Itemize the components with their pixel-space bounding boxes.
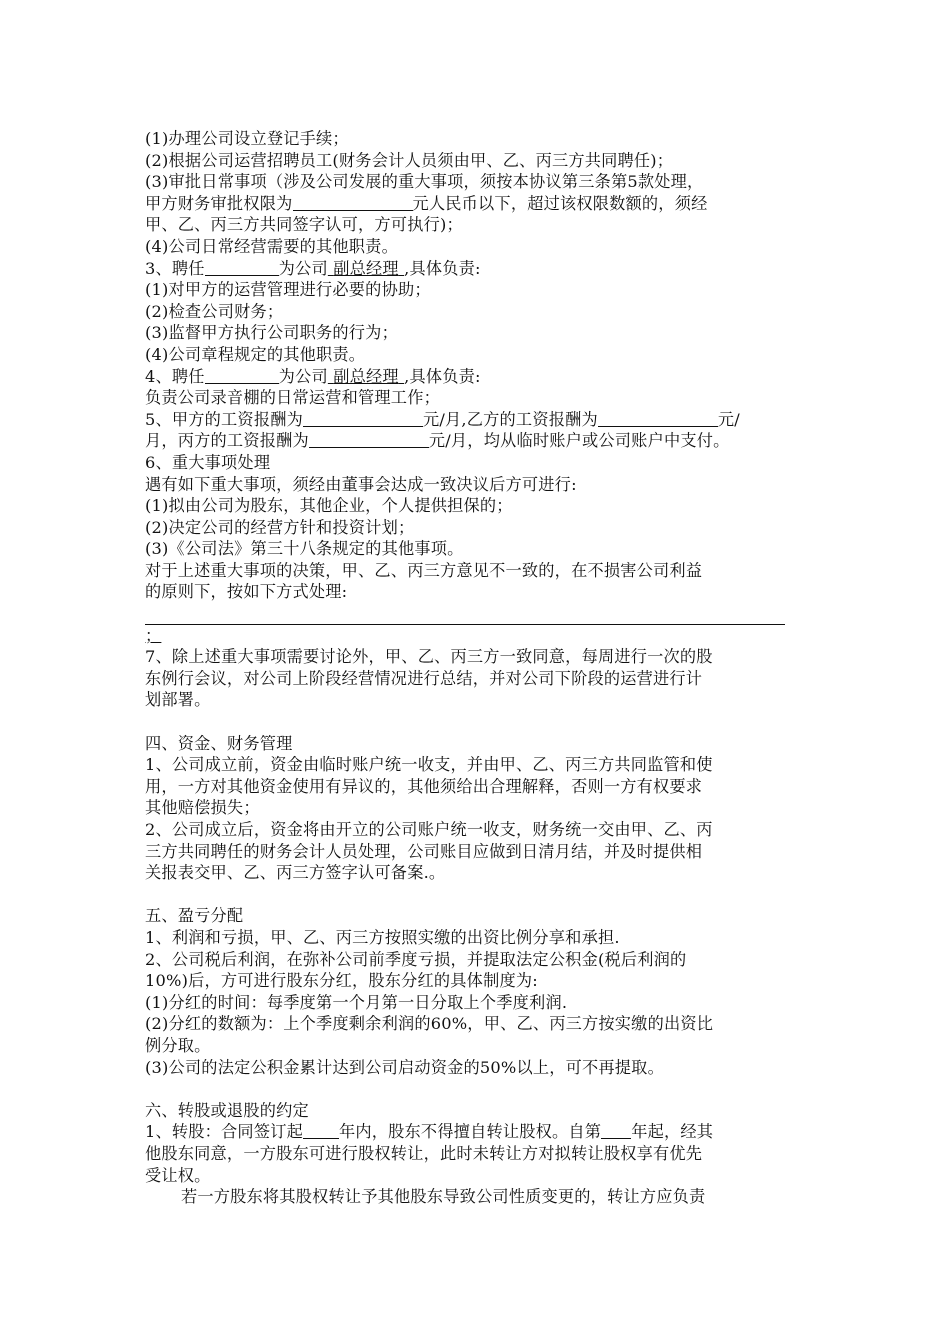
text-line: (2)检查公司财务；	[145, 301, 284, 321]
position-title-text: 副总经理	[333, 366, 399, 386]
text-fragment: 4、聘任	[145, 366, 205, 386]
blank-field	[303, 1122, 339, 1139]
text-line: 2、公司税后利润，在弥补公司前季度亏损，并提取法定公积金(税后利润的	[145, 949, 687, 969]
spacer	[145, 1078, 805, 1100]
text-line: 的原则下，按如下方式处理:	[145, 582, 348, 602]
text-fragment: 为公司	[278, 366, 328, 386]
text-fragment: 年内，股东不得擅自转让股权。自第	[339, 1122, 602, 1142]
section-heading: 五、盈亏分配	[145, 906, 244, 926]
text-line: (2)分红的数额为：上个季度剩余利润的60%，甲、乙、丙三方按实缴的出资比	[145, 1014, 714, 1034]
text-fragment: ；	[145, 625, 162, 645]
text-line: (3)公司的法定公积金累计达到公司启动资金的50%以上，可不再提取。	[145, 1057, 664, 1077]
text-line: (1)对甲方的运营管理进行必要的协助；	[145, 280, 431, 300]
spacer	[145, 884, 805, 906]
text-line: (3)《公司法》第三十八条规定的其他事项。	[145, 539, 464, 559]
text-line: (1)拟由公司为股东，其他企业，个人提供担保的；	[145, 496, 513, 516]
text-line	[145, 625, 805, 647]
text-line: 划部署。	[145, 690, 211, 710]
text-fragment: 年起，经其	[631, 1122, 714, 1142]
text-fragment: 月，丙方的工资报酬为	[145, 431, 309, 451]
text-line: 2、公司成立后，资金将由开立的公司账户统一收支，财务统一交由甲、乙、丙	[145, 820, 713, 839]
text-fragment: 元人民币以下，超过该权限数额的，须经	[412, 193, 708, 213]
text-line: (3)审批日常事项（涉及公司发展的重大事项，须按本协议第三条第5款处理，	[145, 172, 704, 192]
text-line: 受让权。	[145, 1165, 211, 1185]
text-fragment: 为公司	[278, 258, 328, 278]
spacer	[145, 711, 805, 733]
text-line: (4)公司章程规定的其他职责。	[145, 344, 366, 364]
text-line	[145, 409, 805, 431]
text-line: 关报表交甲、乙、丙三方签字认可备案.。	[145, 863, 446, 883]
text-line: 其他赔偿损失；	[145, 798, 260, 818]
text-line: (3)监督甲方执行公司职务的行为；	[145, 323, 398, 343]
text-line: 遇有如下重大事项，须经由董事会达成一致决议后方可进行:	[145, 474, 577, 494]
text-line: (2)根据公司运营招聘员工(财务会计人员须由甲、乙、丙三方共同聘任)；	[145, 150, 674, 170]
blank-field	[293, 194, 413, 211]
text-line	[145, 366, 805, 388]
text-line: (1)分红的时间：每季度第一个月第一日分取上个季度利润.	[145, 992, 568, 1012]
text-fragment: ,具体负责:	[404, 366, 481, 386]
text-line: 负责公司录音棚的日常运营和管理工作；	[145, 388, 440, 408]
text-line: 6、重大事项处理	[145, 452, 271, 472]
blank-field	[309, 431, 429, 448]
text-line: 若一方股东将其股权转让予其他股东导致公司性质变更的，转让方应负责	[181, 1187, 706, 1207]
text-line: 10%)后，方可进行股东分红，股东分红的具体制度为:	[145, 971, 538, 991]
blank-field	[598, 410, 718, 427]
text-line: 对于上述重大事项的决策，甲、乙、丙三方意见不一致的，在不损害公司利益	[145, 560, 703, 580]
text-line: (2)决定公司的经营方针和投资计划；	[145, 517, 415, 537]
blank-field	[303, 410, 423, 427]
section-heading: 四、资金、财务管理	[145, 733, 293, 753]
text-line: 1、公司成立前，资金由临时账户统一收支，并由甲、乙、丙三方共同监管和使	[145, 755, 713, 775]
text-line: 甲、乙、丙三方共同签字认可，方可执行)；	[145, 215, 463, 235]
text-line: 7、除上述重大事项需要讨论外，甲、乙、丙三方一致同意，每周进行一次的股	[145, 647, 713, 667]
document-body	[145, 128, 805, 1208]
text-fragment: 元/月,乙方的工资报酬为	[423, 409, 598, 429]
text-fragment: 1、转股：合同签订起	[145, 1122, 303, 1142]
text-line	[145, 258, 805, 280]
text-line: 例分取。	[145, 1035, 211, 1055]
text-fragment: 元/月，均从临时账户或公司账户中支付。	[428, 431, 730, 451]
text-line: 用，一方对其他资金使用有异议的，其他须给出合理解释，否则一方有权要求	[145, 776, 703, 796]
text-fragment: ,具体负责:	[404, 258, 481, 278]
text-fragment: 甲方财务审批权限为	[145, 193, 293, 213]
text-line: 东例行会议，对公司上阶段经营情况进行总结，并对公司下阶段的运营进行计	[145, 668, 703, 688]
text-fragment: 5、甲方的工资报酬为	[145, 409, 303, 429]
blank-field	[601, 1122, 631, 1139]
text-line: (4)公司日常经营需要的其他职责。	[145, 236, 398, 256]
position-title-text: 副总经理	[333, 258, 399, 278]
blank-field	[205, 367, 279, 384]
blank-line	[145, 603, 785, 625]
text-line: 三方共同聘任的财务会计人员处理，公司账目应做到日清月结，并及时提供相	[145, 841, 703, 861]
text-line	[145, 1121, 805, 1143]
section-heading: 六、转股或退股的约定	[145, 1100, 309, 1120]
text-fragment: 元/	[717, 409, 740, 429]
text-fragment: 3、聘任	[145, 258, 205, 278]
blank-field	[205, 259, 279, 276]
text-line	[145, 193, 805, 215]
position-title	[328, 259, 404, 278]
text-line: (1)办理公司设立登记手续；	[145, 129, 349, 148]
text-line: 1、利润和亏损，甲、乙、丙三方按照实缴的出资比例分享和承担.	[145, 927, 620, 947]
text-line: 他股东同意，一方股东可进行股权转让，此时未转让方对拟转让股权享有优先	[145, 1143, 703, 1163]
position-title	[328, 367, 404, 386]
text-line	[145, 430, 805, 452]
